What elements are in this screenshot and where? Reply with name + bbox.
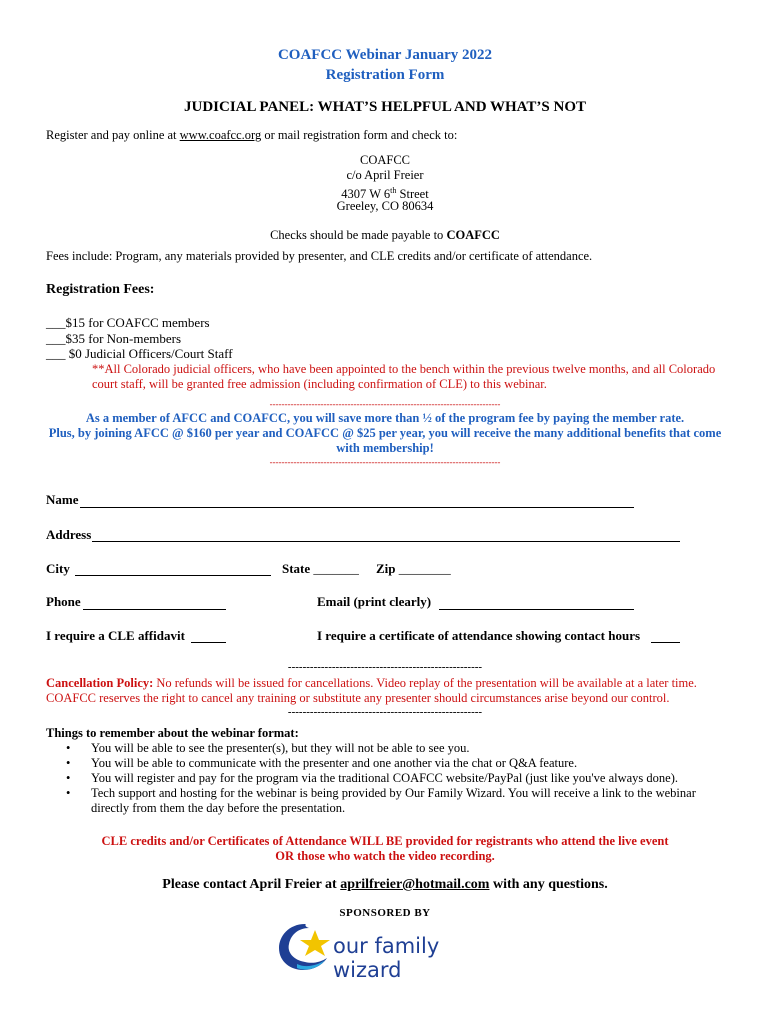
cle-notice xyxy=(0,834,770,864)
checks-payable-note xyxy=(0,228,770,243)
registration-fees-heading: Registration Fees: xyxy=(46,282,155,297)
name-field[interactable] xyxy=(80,507,634,508)
address-label: Address xyxy=(46,527,92,542)
form-title-line1: COAFCC Webinar January 2022 xyxy=(277,47,493,63)
bullet-icon: • xyxy=(66,786,71,800)
cancellation-policy xyxy=(46,676,736,706)
membership-divider-bottom: ----------------------------------------------------------------------------- xyxy=(269,457,501,467)
cle-affidavit-field[interactable] xyxy=(191,642,226,643)
register-instructions xyxy=(46,128,457,143)
judicial-free-admission-note: **All Colorado judicial officers, who have been appointed to the bench within the previous twelve months, and all Colorado court staff, will be granted free admission (including confirmation of CLE) to this webinar. xyxy=(92,362,716,391)
bullet-icon: • xyxy=(66,741,71,755)
list-item xyxy=(46,741,726,756)
certificate-label: I require a certificate of attendance showing contact hours xyxy=(317,628,641,643)
zip-label xyxy=(376,561,451,577)
form-title-line2: Registration Form xyxy=(325,67,445,83)
phone-label: Phone xyxy=(46,594,81,609)
mailing-address-line4: Greeley, CO 80634 xyxy=(336,199,434,213)
email-label: Email (print clearly) xyxy=(317,594,432,609)
contact-email-link[interactable]: aprilfreier@hotmail.com xyxy=(340,877,490,892)
zip-field[interactable]: ________ xyxy=(398,561,451,576)
webinar-format-list xyxy=(46,741,726,816)
name-label: Name xyxy=(46,492,79,507)
cle-affidavit-label: I require a CLE affidavit xyxy=(46,628,185,643)
membership-savings-line: As a member of AFCC and COAFCC, you will save more than ½ of the program fee by paying the member rate. xyxy=(85,411,685,425)
our-family-wizard-logo xyxy=(275,918,500,982)
fee-option-judicial[interactable]: ___ $0 Judicial Officers/Court Staff xyxy=(46,346,233,361)
contact-suffix: with any questions. xyxy=(489,877,608,892)
cle-notice-line2: OR those who watch the video recording. xyxy=(275,849,495,863)
register-suffix: or mail registration form and check to: xyxy=(261,128,458,142)
city-field[interactable] xyxy=(75,575,271,576)
membership-benefits xyxy=(40,411,730,456)
bullet-icon: • xyxy=(66,771,71,785)
fee-option-members[interactable]: ___$15 for COAFCC members xyxy=(46,315,210,330)
coafcc-website-link[interactable]: www.coafcc.org xyxy=(179,128,262,142)
bullet-icon: • xyxy=(66,756,71,770)
register-prefix: Register and pay online at xyxy=(46,128,180,142)
webinar-format-heading: Things to remember about the webinar format: xyxy=(46,726,299,740)
cancellation-text: No refunds will be issued for cancellations. Video replay of the presentation will be available at a later time. COAFCC reserves the right to cancel any training or substitute any presenter should circumstances arise beyond our control. xyxy=(46,676,697,705)
street-number: 4307 W 6 xyxy=(341,187,391,202)
email-field[interactable] xyxy=(439,609,634,610)
certificate-field[interactable] xyxy=(651,642,680,643)
mailing-address-line2: c/o April Freier xyxy=(346,168,424,182)
contact-line xyxy=(0,877,770,893)
address-field[interactable] xyxy=(92,541,680,542)
state-label-text: State xyxy=(282,561,311,576)
cle-notice-line1: CLE credits and/or Certificates of Attendance WILL BE provided for registrants who attend the live event xyxy=(101,834,669,848)
fees-include-note: Fees include: Program, any materials provided by presenter, and CLE credits and/or certificate of attendance. xyxy=(46,249,593,263)
city-label: City xyxy=(46,561,70,576)
state-label xyxy=(282,561,359,577)
street-suffix: th xyxy=(390,186,397,195)
list-item xyxy=(46,786,726,816)
wizard-swirl-icon xyxy=(275,918,335,974)
zip-label-text: Zip xyxy=(376,561,396,576)
checks-payee: COAFCC xyxy=(446,228,500,242)
cancellation-divider-bottom: ----------------------------------------------------- xyxy=(287,706,483,718)
list-item-text: You will be able to communicate with the presenter and one another via the chat or Q&A feature. xyxy=(91,756,578,770)
panel-title: JUDICIAL PANEL: WHAT’S HELPFUL AND WHAT’S NOT xyxy=(183,99,586,115)
list-item xyxy=(46,756,726,771)
cancellation-label: Cancellation Policy: xyxy=(46,676,154,690)
contact-prefix: Please contact April Freier at xyxy=(162,877,341,892)
phone-field[interactable] xyxy=(83,609,226,610)
state-field[interactable]: _______ xyxy=(313,561,359,576)
list-item-text: You will be able to see the presenter(s), but they will not be able to see you. xyxy=(91,741,470,755)
list-item-text: Tech support and hosting for the webinar is being provided by Our Family Wizard. You will receive a link to the webinar directly from them the day before the presentation. xyxy=(91,786,696,815)
mailing-address-line1: COAFCC xyxy=(359,153,411,167)
street-name: Street xyxy=(396,187,429,202)
cancellation-divider-top: ----------------------------------------------------- xyxy=(287,661,483,673)
membership-join-line: Plus, by joining AFCC @ $160 per year and COAFCC @ $25 per year, you will receive the many additional benefits that come with membership! xyxy=(48,426,722,455)
list-item-text: You will register and pay for the program via the traditional COAFCC website/PayPal (just like you've always done). xyxy=(91,771,678,785)
membership-divider-top: ----------------------------------------------------------------------------- xyxy=(269,399,501,409)
list-item xyxy=(46,771,726,786)
logo-wordmark: our family wizard xyxy=(333,934,440,982)
fee-option-nonmembers[interactable]: ___$35 for Non-members xyxy=(46,331,182,346)
checks-prefix: Checks should be made payable to xyxy=(270,228,447,242)
sponsored-by-label: SPONSORED BY xyxy=(339,907,431,919)
